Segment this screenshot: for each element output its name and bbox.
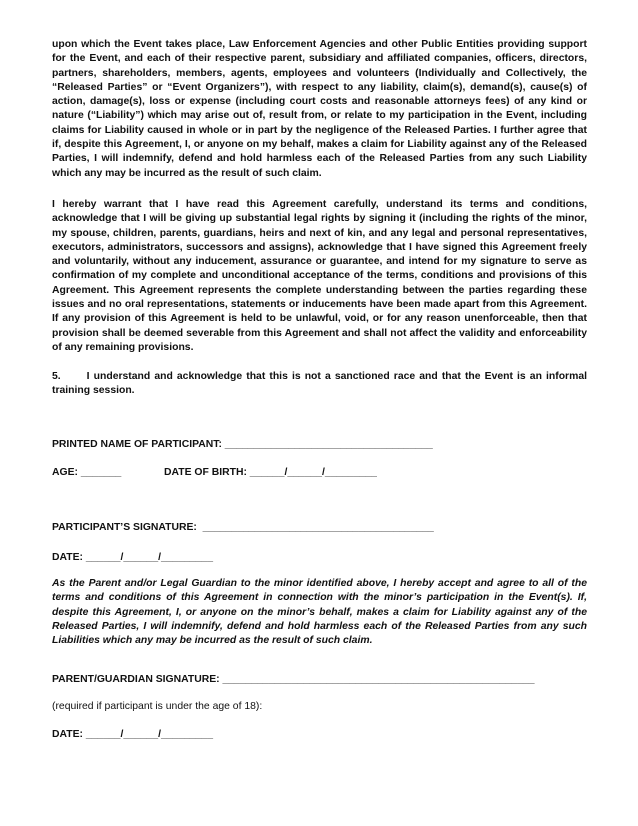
guardian-statement: As the Parent and/or Legal Guardian to the minor identified above, I hereby accept and agree to all of the terms and conditions of this Agreement in connection with the minor’s participation in the Event(s). If, despite this Agreement, I, or anyone on the minor’s behalf, makes a claim for Liability against any of the Released Parties, I will indemnify, defend and hold harmless each of the Released Parties from any such Liabilities which any may be incurred as the result of such claim. (52, 578, 587, 647)
date-of-birth-field[interactable]: DATE OF BIRTH: ______/______/_________ (164, 467, 377, 478)
guardian-signature-field[interactable]: PARENT/GUARDIAN SIGNATURE: ______________________________________________________ (52, 674, 535, 685)
item-5-number: 5. (52, 371, 61, 382)
age-field[interactable]: AGE: _______ (52, 467, 122, 478)
participant-date-field[interactable]: DATE: ______/______/_________ (52, 552, 213, 563)
participant-signature-field[interactable]: PARTICIPANT’S SIGNATURE: ________________________________________ (52, 522, 434, 533)
release-paragraph: upon which the Event takes place, Law Enforcement Agencies and other Public Entities providing support for the Event, and each of their respective parent, subsidiary and affiliated companies, officers, directors, partners, shareholders, members, agents, employees and volunteers (Individually and Collectively, the “Released Parties” or “Event Organizers”), with respect to any liability, claim(s), demand(s), cause(s) of action, damage(s), loss or expense (including court costs and reasonable attorneys fees) of any kind or nature (“Liability”) which may arise out of, result from, or relate to my participation in the Event, including claims for Liability caused in whole or in part by the negligence of the Released Parties. I further agree that if, despite this Agreement, I, or anyone on my behalf, makes a claim for Liability against any of the Released Parties, I will indemnify, defend and hold harmless each of the Released Parties from any such Liability which any may be incurred as the result of such claim. (52, 39, 587, 179)
guardian-date-field[interactable]: DATE: ______/______/_________ (52, 729, 213, 740)
item-5 (52, 370, 587, 399)
warranty-paragraph: I hereby warrant that I have read this Agreement carefully, understand its terms and conditions, acknowledge that I will be giving up substantial legal rights by signing it (including the rights of the minor, my spouse, children, parents, guardians, heirs and next of kin, and any legal and personal representatives, executors, administrators, successors and assigns), acknowledge that I have signed this Agreement freely and voluntarily, without any inducement, assurance or guarantee, and intend for my signature to serve as confirmation of my complete and unconditional acceptance of the terms, conditions and provisions of this Agreement. This Agreement represents the complete understanding between the parties regarding these issues and no oral representations, statements or inducements have been made apart from this Agreement. If any provision of this Agreement is held to be unlawful, void, or for any reason unenforceable, then that provision shall be deemed severable from this Agreement and shall not affect the validity and enforceability of any remaining provisions. (52, 199, 587, 353)
item-5-text: I understand and acknowledge that this is not a sanctioned race and that the Event is an informal training session. (52, 371, 587, 397)
printed-name-field[interactable]: PRINTED NAME OF PARTICIPANT: ____________________________________ (52, 439, 433, 450)
required-note: (required if participant is under the age of 18): (52, 701, 263, 712)
